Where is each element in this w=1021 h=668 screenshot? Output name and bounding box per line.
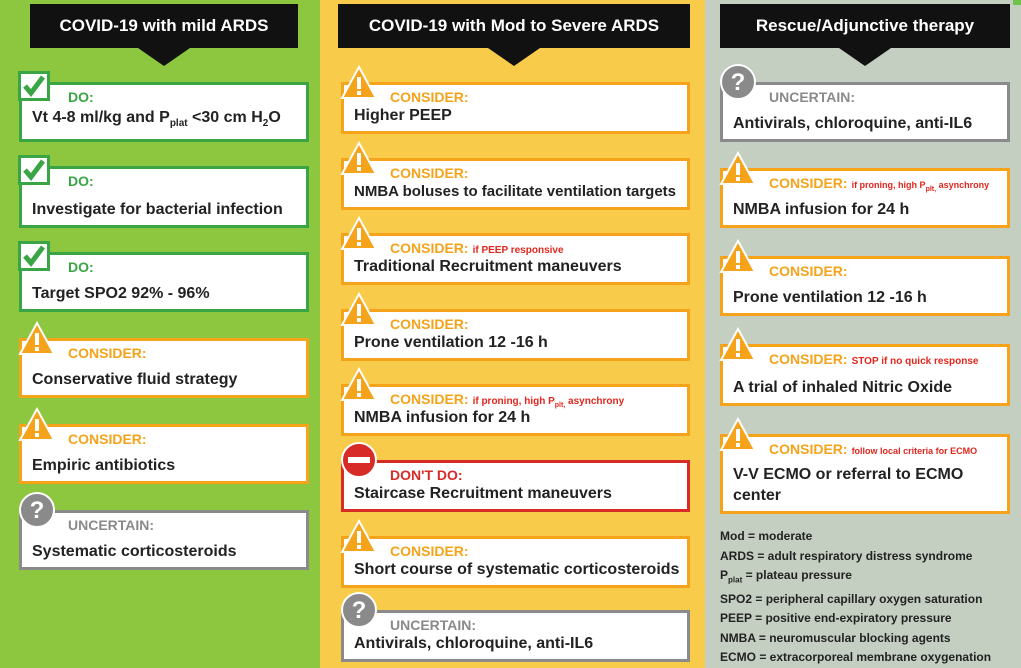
- card-consider-short-corticosteroids: [341, 536, 690, 588]
- card-text: Antivirals, chloroquine, anti-IL6: [733, 115, 973, 132]
- card-text: Higher PEEP: [354, 107, 452, 124]
- card-dont-staircase: [341, 460, 690, 512]
- condition-note: if proning, high $P_{plt,}$ asynchrony: [472, 396, 625, 409]
- warning-icon: [340, 292, 378, 328]
- card-text: NMBA infusion for 24 h: [733, 201, 910, 218]
- question-icon: [18, 491, 56, 529]
- card-text: V-V ECMO or referral to ECMO center: [733, 466, 964, 504]
- card-consider-antibiotics: [19, 424, 309, 484]
- warning-icon: [719, 151, 757, 187]
- consider-label: CONSIDER:: [68, 345, 147, 361]
- question-icon: [719, 63, 757, 101]
- card-text: Traditional Recruitment maneuvers: [354, 258, 622, 275]
- card-text: Prone ventilation 12 -16 h: [733, 289, 927, 306]
- condition-note: follow local criteria for ECMO: [851, 446, 978, 456]
- card-text: Systematic corticosteroids: [32, 543, 237, 560]
- card-text: Investigate for bacterial infection: [32, 201, 283, 218]
- header-rescue-therapy: Rescue/Adjunctive therapy: [720, 4, 1010, 48]
- question-icon: [340, 591, 378, 629]
- card-do-bacterial-infection: [19, 166, 309, 228]
- card-text: Prone ventilation 12 -16 h: [354, 334, 548, 351]
- card-text: Short course of systematic corticosteroids: [354, 561, 680, 578]
- header-severe-ards: COVID-19 with Mod to Severe ARDS: [338, 4, 690, 48]
- card-consider-prone-rescue: [720, 256, 1010, 316]
- card-consider-prone: [341, 309, 690, 361]
- do-label: DO:: [68, 259, 94, 275]
- card-text: A trial of inhaled Nitric Oxide: [733, 379, 952, 396]
- svg-text:?: ?: [351, 597, 367, 624]
- card-text: Staircase Recruitment maneuvers: [354, 485, 612, 502]
- card-consider-nmba-infusion-rescue: [720, 168, 1010, 228]
- card-text: NMBA boluses to facilitate ventilation targets: [354, 183, 676, 200]
- card-consider-nitric-oxide: [720, 344, 1010, 406]
- do-label: DO:: [68, 173, 94, 189]
- card-do-target-spo2: [19, 252, 309, 312]
- card-text: Antivirals, chloroquine, anti-IL6: [354, 635, 594, 652]
- legend-item: NMBA = neuromuscular blocking agents: [720, 630, 951, 645]
- check-icon: [18, 155, 50, 185]
- condition-note: if PEEP responsive: [472, 245, 564, 256]
- card-consider-nmba-infusion: [341, 384, 690, 436]
- card-consider-fluid: [19, 338, 309, 398]
- card-text: Vt 4-8 ml/kg and $P_{plat} <30$ cm $H_2O$: [32, 108, 281, 129]
- consider-label: CONSIDER: STOP if no quick response: [769, 351, 979, 367]
- consider-label: CONSIDER:: [390, 316, 469, 332]
- svg-text:?: ?: [29, 497, 45, 524]
- card-consider-higher-peep: [341, 82, 690, 134]
- consider-label: CONSIDER: if PEEP responsive: [390, 240, 564, 256]
- card-uncertain-antivirals-rescue: [720, 69, 1010, 142]
- warning-icon: [340, 65, 378, 101]
- warning-icon: [340, 141, 378, 177]
- warning-icon: [340, 367, 378, 403]
- legend-item: ARDS = adult respiratory distress syndrome: [720, 548, 973, 563]
- legend-item: ECMO = extracorporeal membrane oxygenation: [720, 650, 992, 665]
- no-entry-icon: [340, 441, 378, 479]
- uncertain-label: UNCERTAIN:: [769, 89, 856, 105]
- card-uncertain-corticosteroids: [19, 497, 309, 570]
- warning-icon: [719, 417, 757, 453]
- card-text: NMBA infusion for 24 h: [354, 409, 531, 426]
- uncertain-label: UNCERTAIN:: [68, 517, 155, 533]
- consider-label: CONSIDER:: [68, 431, 147, 447]
- legend-item: PEEP = positive end-expiratory pressure: [720, 611, 952, 626]
- consider-label: CONSIDER:: [390, 543, 469, 559]
- card-text: Conservative fluid strategy: [32, 371, 238, 388]
- do-label: DO:: [68, 89, 94, 105]
- abbreviation-legend: [720, 527, 1016, 668]
- card-do-tidal-volume: [19, 82, 309, 142]
- legend-item: Mod = moderate: [720, 529, 813, 543]
- warning-icon: [340, 519, 378, 555]
- check-icon: [18, 241, 50, 271]
- card-uncertain-antivirals: [341, 597, 690, 662]
- warning-icon: [18, 407, 56, 443]
- corner-decoration: [1013, 0, 1021, 5]
- uncertain-label: UNCERTAIN:: [390, 617, 477, 633]
- card-text: Target SPO2 92% - 96%: [32, 285, 210, 302]
- card-consider-recruitment: [341, 233, 690, 285]
- consider-label: CONSIDER:: [390, 165, 469, 181]
- warning-icon: [340, 216, 378, 252]
- warning-icon: [18, 321, 56, 357]
- check-icon: [18, 71, 50, 101]
- legend-item: $P_{plat}$ = plateau pressure: [720, 568, 852, 585]
- condition-note: if proning, high $P_{plt,}$ asynchrony: [851, 180, 990, 193]
- consider-label: CONSIDER:: [769, 263, 848, 279]
- warning-icon: [719, 327, 757, 363]
- header-mild-ards: COVID-19 with mild ARDS: [30, 4, 298, 48]
- legend-item: SPO2 = peripheral capillary oxygen saturation: [720, 591, 983, 606]
- card-consider-nmba-boluses: [341, 158, 690, 210]
- consider-label: CONSIDER: follow local criteria for ECMO: [769, 441, 978, 457]
- card-consider-ecmo: [720, 434, 1010, 514]
- svg-text:?: ?: [730, 69, 746, 96]
- condition-note: STOP if no quick response: [851, 356, 979, 367]
- warning-icon: [719, 239, 757, 275]
- card-text: Empiric antibiotics: [32, 457, 176, 474]
- consider-label: CONSIDER: if proning, high $P_{plt,}$ asynchrony: [769, 175, 990, 193]
- consider-label: CONSIDER: if proning, high $P_{plt,}$ asynchrony: [390, 391, 625, 409]
- dont-label: DON'T DO:: [390, 467, 463, 483]
- consider-label: CONSIDER:: [390, 89, 469, 105]
